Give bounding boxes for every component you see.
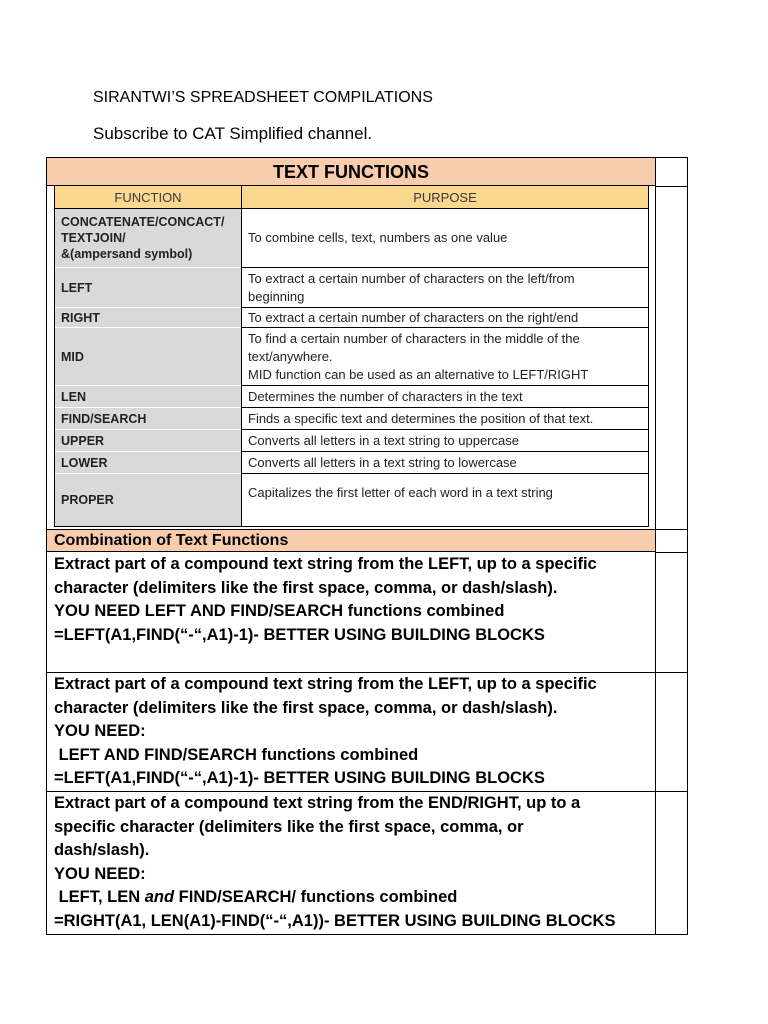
right-column-divider [655, 157, 656, 935]
function-column-header: FUNCTION [55, 186, 241, 209]
purpose-cell: Finds a specific text and determines the position of that text. [241, 408, 648, 430]
block-line: Extract part of a compound text string from the END/RIGHT, up to a [54, 794, 581, 812]
purpose-cell: Determines the number of characters in the text [241, 386, 648, 408]
function-cell: LEFT [55, 268, 241, 308]
block-line: LEFT AND FIND/SEARCH functions combined [54, 745, 419, 764]
formula-line: =LEFT(A1,FIND(“-“,A1)-1)- BETTER USING BUILDING BLOCKS [54, 769, 545, 787]
purpose-cell: To extract a certain number of characters on the right/end [241, 308, 648, 328]
text-functions-title: TEXT FUNCTIONS [47, 158, 655, 186]
function-cell: RIGHT [55, 308, 241, 328]
right-column-rule [655, 552, 688, 553]
purpose-cell: Capitalizes the first letter of each word in a text string [241, 474, 648, 526]
function-cell: UPPER [55, 430, 241, 452]
document-heading: SIRANTWI’S SPREADSHEET COMPILATIONS [93, 89, 433, 106]
purpose-column-header: PURPOSE [241, 186, 648, 209]
combination-block-2 [47, 673, 655, 791]
block-line: YOU NEED: [54, 722, 146, 740]
block-line: specific character (delimiters like the first space, comma, or [54, 817, 524, 836]
block-line [54, 886, 655, 910]
needs-suffix: FIND/SEARCH/ functions combined [174, 888, 458, 906]
function-cell: CONCATENATE/CONCACT/ TEXTJOIN/ &(ampersand symbol) [55, 209, 241, 268]
needs-italic-and: and [144, 888, 175, 906]
function-cell: MID [55, 328, 241, 386]
block-line: YOU NEED LEFT AND FIND/SEARCH functions combined [54, 602, 505, 620]
block-line: YOU NEED: [54, 864, 146, 883]
formula-line: =LEFT(A1,FIND(“-“,A1)-1)- BETTER USING BUILDING BLOCKS [54, 625, 545, 644]
block-line: character (delimiters like the first space, comma, or dash/slash). [54, 578, 558, 597]
purpose-cell: Converts all letters in a text string to lowercase [241, 452, 648, 474]
combination-section-title: Combination of Text Functions [47, 529, 655, 552]
function-cell: LEN [55, 386, 241, 408]
subscribe-note: Subscribe to CAT Simplified channel. [93, 124, 373, 143]
purpose-cell: To combine cells, text, numbers as one value [241, 209, 648, 268]
block-line: Extract part of a compound text string from the LEFT, up to a specific [54, 555, 597, 573]
purpose-cell: To find a certain number of characters in the middle of the text/anywhere. MID function can be used as an alternative to LEFT/RIGHT [241, 328, 648, 386]
right-column-rule [655, 529, 688, 530]
combination-block-3 [47, 792, 655, 933]
function-cell: FIND/SEARCH [55, 408, 241, 430]
right-column-rule [655, 186, 688, 187]
combination-block-1 [47, 553, 655, 647]
purpose-cell: Converts all letters in a text string to uppercase [241, 430, 648, 452]
function-cell: LOWER [55, 452, 241, 474]
needs-prefix: LEFT, LEN [54, 888, 145, 906]
block-line: dash/slash). [54, 841, 150, 859]
block-line: character (delimiters like the first space, comma, or dash/slash). [54, 698, 558, 717]
block-line: Extract part of a compound text string from the LEFT, up to a specific [54, 675, 597, 693]
function-cell: PROPER [55, 474, 241, 526]
purpose-cell: To extract a certain number of characters on the left/from beginning [241, 268, 648, 308]
formula-line: =RIGHT(A1, LEN(A1)-FIND(“-“,A1))- BETTER USING BUILDING BLOCKS [54, 911, 616, 930]
